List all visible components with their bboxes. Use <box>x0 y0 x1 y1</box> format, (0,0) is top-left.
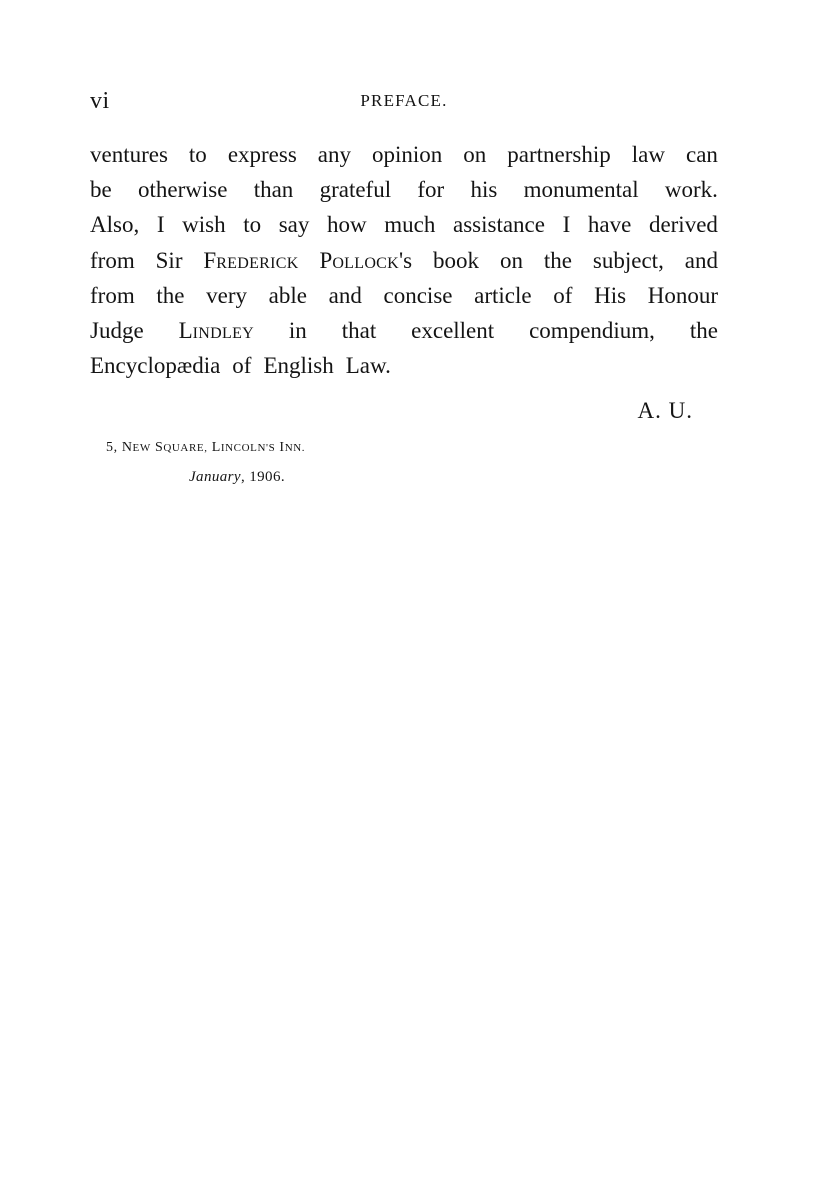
small-caps-rest: REDERICK <box>216 254 299 272</box>
word: opinion <box>372 142 443 167</box>
word: the <box>156 282 185 308</box>
word: be <box>90 177 112 203</box>
small-caps-initial: S <box>154 440 164 455</box>
word: otherwise <box>138 177 228 203</box>
word: on <box>499 247 523 273</box>
word: from <box>90 247 135 273</box>
word: English <box>263 353 334 379</box>
address-word <box>279 440 305 455</box>
word: for <box>417 177 445 203</box>
word: work. <box>664 177 718 203</box>
word: compendium, <box>529 317 655 343</box>
possessive-suffix: 's <box>399 247 413 273</box>
small-caps-rest: QUARE, <box>163 442 208 454</box>
small-caps-initial: I <box>279 440 285 455</box>
word: have <box>587 212 632 238</box>
text-line-3 <box>90 207 718 242</box>
word: and <box>684 247 718 273</box>
word: very <box>206 282 248 308</box>
small-caps-initial: L <box>211 440 221 455</box>
text-line-5 <box>90 278 718 313</box>
address-number: 5, <box>106 440 118 455</box>
word: I <box>562 212 571 238</box>
small-caps-initial: F <box>203 247 217 273</box>
small-caps-initial: L <box>178 317 193 343</box>
preface-date <box>189 465 285 489</box>
word: how <box>327 212 367 238</box>
word: subject, <box>592 247 664 273</box>
small-caps-rest: INCOLN'S <box>220 442 276 454</box>
word: can <box>685 142 718 167</box>
word: wish <box>182 212 226 238</box>
word: monumental <box>523 177 639 203</box>
word: that <box>341 317 377 343</box>
small-caps-rest: NN. <box>284 442 306 454</box>
word: the <box>543 247 572 273</box>
person-name-lindley <box>179 313 254 348</box>
word: Judge <box>90 317 144 343</box>
running-head <box>90 84 718 118</box>
word: law <box>631 142 665 167</box>
author-initials: A. U. <box>637 398 693 423</box>
word: His <box>594 282 627 308</box>
word: from <box>90 282 135 308</box>
word: excellent <box>411 317 495 343</box>
word: say <box>278 212 310 238</box>
text-line-4 <box>90 243 718 278</box>
preface-paragraph <box>90 137 718 383</box>
word: any <box>317 142 352 167</box>
word: his <box>470 177 498 203</box>
word: derived <box>648 212 718 238</box>
date-month: January <box>189 469 241 485</box>
address-word <box>122 440 151 455</box>
word: of <box>232 353 252 379</box>
small-caps-initial: P <box>319 247 333 273</box>
text-line-2 <box>90 172 718 207</box>
text-line-7 <box>90 348 718 383</box>
word: ventures <box>90 142 168 167</box>
address-word <box>155 440 208 455</box>
page-number: vi <box>90 88 110 114</box>
word: Law. <box>345 353 391 379</box>
text-line-6 <box>90 313 718 348</box>
word: Also, <box>90 212 140 238</box>
word: to <box>188 142 207 167</box>
small-caps-rest: INDLEY <box>192 324 254 342</box>
word: express <box>227 142 297 167</box>
address-word <box>212 440 276 455</box>
person-name-frederick <box>203 243 298 278</box>
word: able <box>268 282 307 308</box>
word: the <box>689 317 718 343</box>
word: Sir <box>155 247 183 273</box>
word: of <box>553 282 573 308</box>
text-line-1 <box>90 137 718 172</box>
word: Encyclopædia <box>90 353 221 379</box>
word: grateful <box>319 177 392 203</box>
running-title: PREFACE. <box>360 91 448 110</box>
word: book <box>433 247 480 273</box>
word: much <box>384 212 436 238</box>
word: partnership <box>507 142 611 167</box>
small-caps-rest: EW <box>132 442 151 454</box>
small-caps-rest: OLLOCK <box>332 254 400 272</box>
date-year: , 1906. <box>240 469 286 485</box>
word: article <box>474 282 532 308</box>
word: I <box>156 212 165 238</box>
word: on <box>463 142 487 167</box>
word: to <box>243 212 262 238</box>
word: concise <box>383 282 453 308</box>
word: in <box>288 317 307 343</box>
person-name-pollock <box>320 243 413 278</box>
word: and <box>328 282 362 308</box>
word: Honour <box>647 282 718 308</box>
word: than <box>253 177 294 203</box>
small-caps-initial: N <box>121 440 133 455</box>
author-address <box>106 436 305 460</box>
word: assistance <box>453 212 545 238</box>
